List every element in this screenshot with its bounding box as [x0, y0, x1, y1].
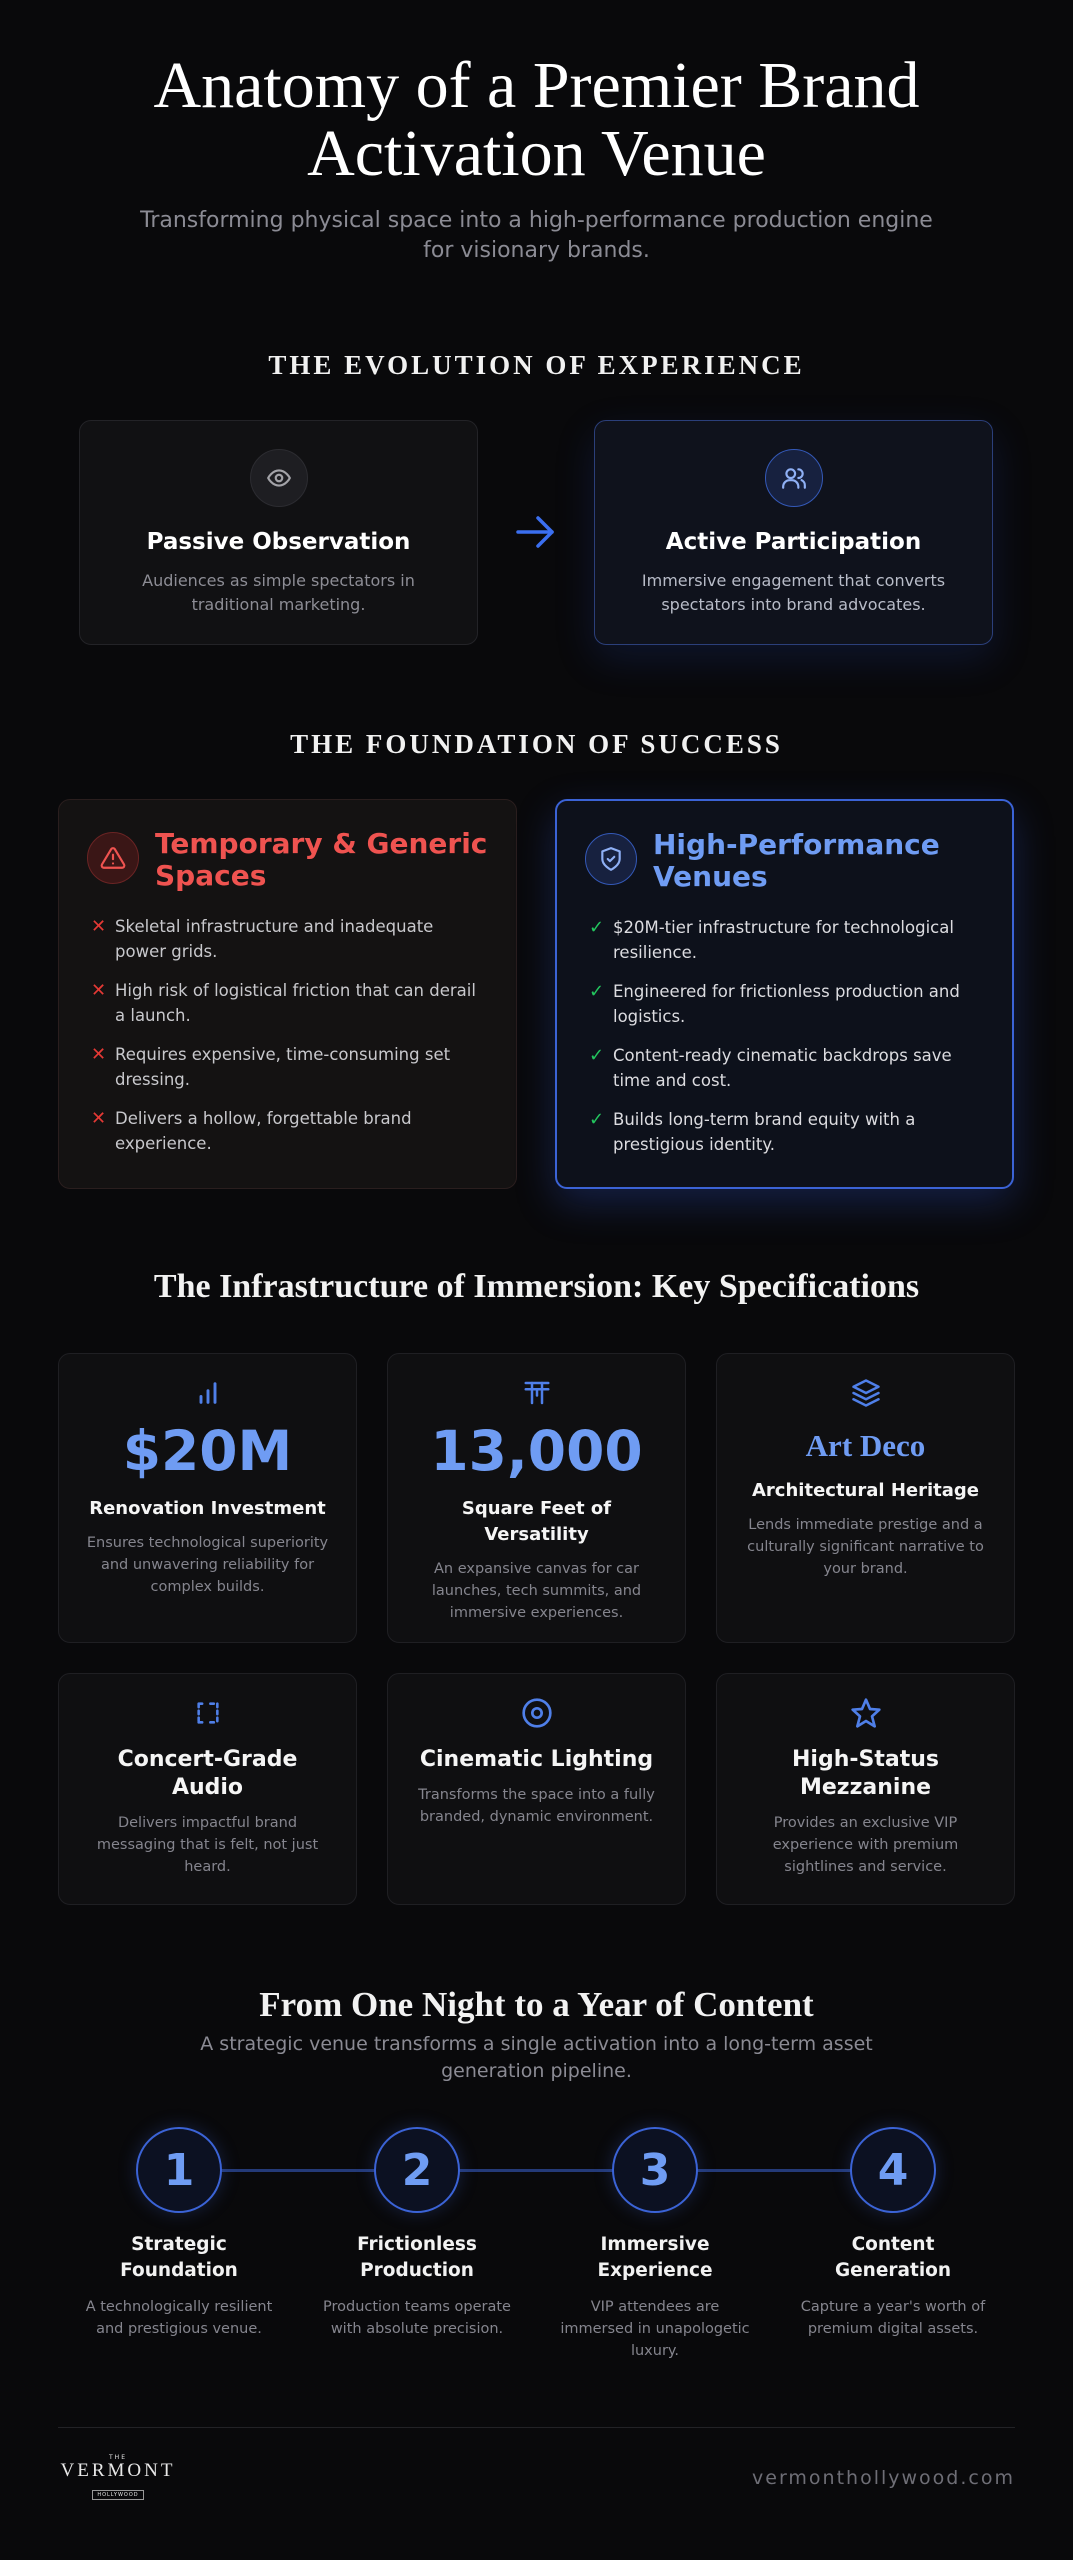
pipeline-title: From One Night to a Year of Content	[259, 1985, 814, 2024]
spec-card-mezzanine	[716, 1673, 1015, 1905]
step-title: Content Generation	[834, 2234, 952, 2281]
spec-card-square-feet	[387, 1353, 686, 1643]
spec-value: $20M	[122, 1419, 293, 1483]
step-number: 3	[612, 2127, 698, 2213]
check-icon: ✓	[589, 981, 605, 1002]
specs-title: The Infrastructure of Immersion: Key Specifications	[153, 1268, 920, 1305]
arrow-right-icon	[514, 512, 558, 556]
spec-desc: Provides an exclusive VIP experience with premium sightlines and service.	[772, 1815, 959, 1875]
spec-label: Concert-Grade Audio	[117, 1747, 298, 1800]
footer-url-link[interactable]: vermonthollywood.com	[752, 2467, 1015, 2489]
warning-icon	[87, 832, 139, 884]
list-item-text: Requires expensive, time-consuming set dressing.	[115, 1045, 451, 1089]
layers-icon	[849, 1376, 883, 1410]
x-mark-icon: ✕	[91, 916, 107, 937]
step-title: Frictionless Production	[357, 2234, 477, 2281]
spec-label: Renovation Investment	[89, 1498, 326, 1519]
list-item	[585, 1107, 984, 1157]
spec-value: 13,000	[430, 1419, 643, 1483]
list-item-text: High risk of logistical friction that can derail a launch.	[115, 981, 476, 1025]
spec-label: High-Status Mezzanine	[792, 1747, 939, 1800]
passive-observation-title: Passive Observation	[146, 529, 411, 555]
x-mark-icon: ✕	[91, 980, 107, 1001]
page-subtitle: Transforming physical space into a high-performance production engine for visionary brands.	[140, 208, 933, 263]
high-performance-title: High-Performance Venues	[653, 828, 940, 893]
high-performance-list	[585, 915, 984, 1157]
check-icon: ✓	[589, 1045, 605, 1066]
list-item-text: Builds long-term brand equity with a prestigious identity.	[613, 1110, 916, 1154]
list-item	[87, 914, 488, 964]
spec-label: Cinematic Lighting	[419, 1747, 654, 1772]
list-item	[585, 979, 984, 1029]
target-icon	[520, 1696, 554, 1730]
active-participation-desc: Immersive engagement that converts spectators into brand advocates.	[641, 571, 946, 614]
evolution-title: THE EVOLUTION OF EXPERIENCE	[268, 350, 805, 380]
step-desc: Production teams operate with absolute precision.	[323, 2299, 511, 2337]
step-number: 2	[374, 2127, 460, 2213]
page-title-line2: Activation Venue	[307, 117, 766, 190]
pipeline-connector	[179, 2169, 893, 2172]
temporary-spaces-card	[58, 799, 517, 1189]
spec-card-heritage	[716, 1353, 1015, 1643]
check-icon: ✓	[589, 917, 605, 938]
ruler-icon	[520, 1376, 554, 1410]
temporary-spaces-list	[87, 914, 488, 1156]
eye-icon	[250, 449, 308, 507]
temporary-spaces-title: Temporary & Generic Spaces	[155, 827, 488, 892]
spec-label: Square Feet of Versatility	[461, 1498, 612, 1545]
list-item-text: Delivers a hollow, forgettable brand experience.	[115, 1109, 412, 1153]
step-desc: VIP attendees are immersed in unapologetic luxury.	[560, 2299, 750, 2359]
list-item	[87, 1106, 488, 1156]
spec-desc: Ensures technological superiority and unwavering reliability for complex builds.	[86, 1535, 329, 1595]
spec-value: Art Deco	[805, 1428, 926, 1463]
step-number: 4	[850, 2127, 936, 2213]
list-item-text: Engineered for frictionless production and logistics.	[613, 982, 960, 1026]
spec-desc: Lends immediate prestige and a culturally significant narrative to your brand.	[747, 1517, 984, 1577]
high-performance-card	[555, 799, 1014, 1189]
pipeline-step	[69, 2232, 289, 2340]
list-item	[87, 978, 488, 1028]
vermont-logo[interactable]	[58, 2454, 178, 2500]
step-desc: Capture a year's worth of premium digital assets.	[800, 2299, 986, 2337]
step-number: 1	[136, 2127, 222, 2213]
bar-chart-icon	[191, 1376, 225, 1410]
check-icon: ✓	[589, 1109, 605, 1130]
spec-card-lighting	[387, 1673, 686, 1905]
x-mark-icon: ✕	[91, 1044, 107, 1065]
passive-observation-card	[79, 420, 478, 645]
x-mark-icon: ✕	[91, 1108, 107, 1129]
footer-divider	[58, 2427, 1015, 2428]
spec-desc: Delivers impactful brand messaging that is felt, not just heard.	[96, 1815, 319, 1875]
pipeline-step	[307, 2232, 527, 2340]
list-item	[87, 1042, 488, 1092]
list-item	[585, 915, 984, 965]
list-item-text: Content-ready cinematic backdrops save time and cost.	[613, 1046, 952, 1090]
step-title: Strategic Foundation	[120, 2234, 238, 2281]
star-icon	[849, 1696, 883, 1730]
page-title	[0, 49, 1073, 190]
active-participation-card	[594, 420, 993, 645]
spec-card-investment	[58, 1353, 357, 1643]
list-item-text: Skeletal infrastructure and inadequate power grids.	[115, 917, 434, 961]
logo-the: THE	[109, 2454, 127, 2461]
page-title-line1: Anatomy of a Premier Brand	[153, 49, 920, 122]
list-item	[585, 1043, 984, 1093]
spec-desc: An expansive canvas for car launches, tech summits, and immersive experiences.	[431, 1561, 642, 1621]
spec-label: Architectural Heritage	[752, 1480, 979, 1501]
audio-waves-icon	[191, 1696, 225, 1730]
spec-card-audio	[58, 1673, 357, 1905]
pipeline-subtitle: A strategic venue transforms a single activation into a long-term asset generation pipeline.	[200, 2033, 873, 2082]
logo-name: VERMONT	[60, 2460, 176, 2481]
users-icon	[765, 449, 823, 507]
passive-observation-desc: Audiences as simple spectators in traditional marketing.	[142, 571, 415, 614]
step-desc: A technologically resilient and prestigious venue.	[85, 2299, 273, 2337]
list-item-text: $20M-tier infrastructure for technological resilience.	[613, 918, 954, 962]
active-participation-title: Active Participation	[665, 529, 922, 555]
pipeline-step	[545, 2232, 765, 2362]
foundation-title: THE FOUNDATION OF SUCCESS	[290, 729, 783, 759]
pipeline-step	[783, 2232, 1003, 2340]
step-title: Immersive Experience	[597, 2234, 713, 2281]
shield-check-icon	[585, 833, 637, 885]
logo-sub: HOLLYWOOD	[92, 2490, 143, 2500]
spec-desc: Transforms the space into a fully branded, dynamic environment.	[418, 1787, 655, 1825]
